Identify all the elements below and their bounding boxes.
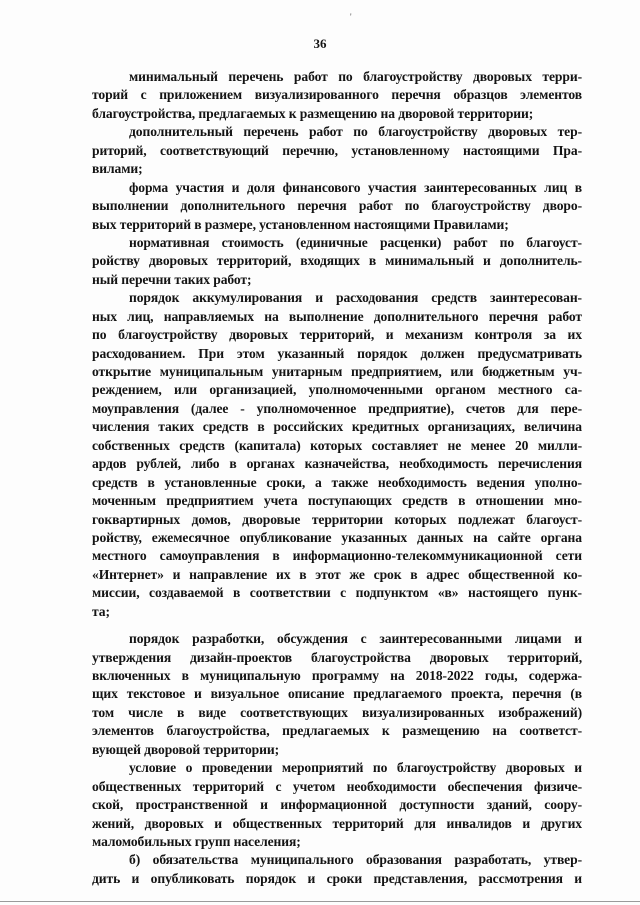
text-line: реждением, или организацией, уполномоченными органом местного са- bbox=[92, 382, 582, 398]
paragraph bbox=[92, 179, 582, 234]
text-line: вилами; bbox=[92, 161, 143, 177]
text-line: вующей дворовой территории; bbox=[92, 741, 280, 757]
paragraph bbox=[92, 759, 582, 851]
text-line: выполнении дополнительного перечня работ по благоустройству дворо- bbox=[92, 198, 582, 214]
text-line: по благоустройству дворовых территорий, и механизм контроля за их bbox=[92, 327, 582, 343]
text-line: маломобильных групп населения; bbox=[92, 833, 301, 849]
page-number: 36 bbox=[313, 36, 327, 51]
text-line: общественных территорий с учетом необходимости обеспечения физиче- bbox=[92, 778, 582, 794]
text-line: открытие муниципальным унитарным предприятием, или бюджетным уч- bbox=[92, 364, 582, 379]
text-line: утверждения дизайн-проектов благоустройства дворовых территорий, bbox=[92, 649, 582, 665]
text-line: включенных в муниципальную программу на 2018-2022 годы, содержа- bbox=[92, 668, 582, 683]
text-line: жений, дворовых и общественных территорий для инвалидов и других bbox=[92, 815, 582, 831]
body-text bbox=[92, 68, 582, 888]
text-line: дить и опубликовать порядок и сроки представления, рассмотрения и bbox=[92, 870, 582, 886]
text-line: моуправления (далее - уполномоченное предприятие), счетов для пере- bbox=[92, 400, 582, 416]
text-line: условие о проведении мероприятий по благоустройству дворовых и bbox=[129, 760, 582, 776]
text-line: собственных средств (капитала) которых составляет не менее 20 милли- bbox=[92, 437, 582, 453]
text-line: ный перечни таких работ; bbox=[92, 271, 252, 287]
text-line: том числе в виде соответствующих визуализированных изображений) bbox=[92, 704, 582, 720]
text-line: «Интернет» и направление их в этот же срок в адрес общественной ко- bbox=[92, 566, 582, 582]
text-line: щих текстовое и визуальное описание предлагаемого проекта, перечня (в bbox=[92, 686, 582, 702]
text-line: риторий, соответствующий перечню, установленному настоящими Пра- bbox=[92, 142, 582, 158]
text-line: торий с приложением визуализированного перечня образцов элементов bbox=[92, 87, 582, 103]
scan-edge-line bbox=[0, 901, 640, 902]
paragraph bbox=[92, 68, 582, 123]
text-line: ской, пространственной и информационной доступности зданий, соору- bbox=[92, 797, 582, 813]
paragraph bbox=[92, 123, 582, 178]
scan-speck: ' bbox=[350, 12, 352, 22]
text-line: местного самоуправления в информационно-телекоммуникационной сети bbox=[92, 548, 582, 564]
text-line: гоквартирных домов, дворовые территории которых подлежат благоуст- bbox=[92, 511, 582, 527]
text-line: форма участия и доля финансового участия заинтересованных лиц в bbox=[129, 179, 582, 195]
text-line: б) обязательства муниципального образования разработать, утвер- bbox=[129, 852, 582, 868]
text-line: ройству, ежемесячное опубликование указанных данных на сайте органа bbox=[92, 529, 582, 545]
text-line: средств в установленные сроки, а также необходимость ведения уполно- bbox=[92, 474, 582, 490]
paragraph bbox=[92, 630, 582, 759]
text-line: порядок разработки, обсуждения с заинтересованными лицами и bbox=[129, 631, 582, 647]
text-line: минимальный перечень работ по благоустройству дворовых терри- bbox=[129, 69, 582, 84]
text-line: порядок аккумулирования и расходования средств заинтересован- bbox=[129, 290, 582, 306]
text-line: дополнительный перечень работ по благоустройству дворовых тер- bbox=[129, 124, 582, 140]
text-line: ардов рублей, либо в органах казначейства, необходимость перечисления bbox=[92, 456, 582, 472]
text-line: моченным предприятием учета поступающих средств в отношении мно- bbox=[92, 493, 582, 509]
paragraph-gap bbox=[92, 621, 582, 630]
text-line: числения таких средств в российских кредитных организациях, величина bbox=[92, 419, 582, 435]
text-line: благоустройства, предлагаемых к размещению на дворовой территории; bbox=[92, 105, 534, 121]
text-line: расходованием. При этом указанный порядок должен предусматривать bbox=[92, 345, 582, 361]
text-line: вых территорий в размере, установленном настоящими Правилами; bbox=[92, 216, 509, 232]
text-line: элементов благоустройства, предлагаемых к размещению на соответст- bbox=[92, 723, 582, 739]
paragraph bbox=[92, 234, 582, 289]
text-line: ройству дворовых территорий, входящих в минимальный и дополнитель- bbox=[92, 253, 582, 269]
paragraph bbox=[92, 289, 582, 621]
text-line: миссии, создаваемой в соответствии с подпунктом «в» настоящего пунк- bbox=[92, 585, 582, 601]
text-line: нормативная стоимость (единичные расценки) работ по благоуст- bbox=[129, 234, 582, 250]
text-line: та; bbox=[92, 603, 110, 619]
text-line: ных лиц, направляемых на выполнение дополнительного перечня работ bbox=[92, 308, 582, 324]
paragraph bbox=[92, 851, 582, 888]
